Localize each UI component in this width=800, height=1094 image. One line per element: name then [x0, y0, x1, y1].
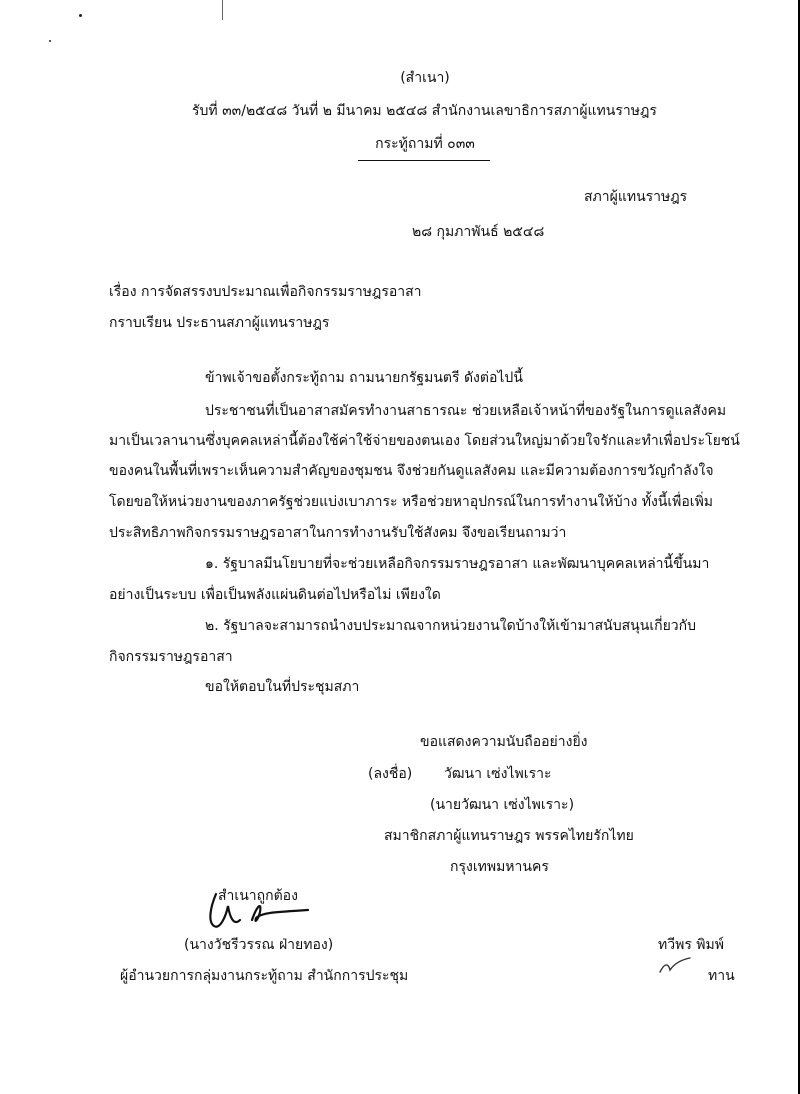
body-line: โดยขอให้หน่วยงานของภาครัฐช่วยแบ่งเบาภาระ หรือช่วยหาอุปกรณ์ในการทำงานให้บ้าง ทั้งนี้เพื่อเพิ่ม — [109, 494, 714, 510]
question-2-line: ๒. รัฐบาลจะสามารถนำงบประมาณจากหน่วยงานใดบ้างให้เข้ามาสนับสนุนเกี่ยวกับ — [205, 618, 697, 634]
header-divider — [358, 160, 490, 161]
signer-province: กรุงเทพมหานคร — [450, 859, 549, 875]
scan-speck — [79, 14, 82, 17]
salutation: กราบเรียน ประธานสภาผู้แทนราษฎร — [109, 315, 330, 331]
scan-mark — [222, 0, 223, 20]
certifier-name: (นางวัชรีวรรณ ฝ่ายทอง) — [184, 937, 334, 953]
question-number: กระทู้ถามที่ ๐๓๓ — [375, 136, 475, 152]
letter-date: ๒๘ กุมภาพันธ์ ๒๕๔๘ — [412, 224, 545, 240]
checker-note: ทาน — [708, 968, 735, 984]
request-line: ขอให้ตอบในที่ประชุมสภา — [205, 679, 360, 695]
typist-note: ทวีพร พิมพ์ — [658, 937, 724, 953]
handwritten-signature — [200, 890, 320, 938]
copy-label: (สำเนา) — [400, 70, 450, 86]
scan-speck — [49, 40, 51, 42]
intro-line: ข้าพเจ้าขอตั้งกระทู้ถาม ถามนายกรัฐมนตรี ดังต่อไปนี้ — [205, 370, 523, 386]
signer-position: สมาชิกสภาผู้แทนราษฎร พรรคไทยรักไทย — [384, 828, 634, 844]
body-line: ประสิทธิภาพกิจกรรมราษฎรอาสาในการทำงานรับใช้สังคม จึงขอเรียนถามว่า — [109, 525, 567, 541]
subject-line: เรื่อง การจัดสรรงบประมาณเพื่อกิจกรรมราษฎรอาสา — [109, 284, 422, 300]
initials-mark — [656, 954, 696, 978]
question-2-line: กิจกรรมราษฎรอาสา — [109, 649, 233, 665]
signer-name: วัฒนา เซ่งไพเราะ — [444, 766, 552, 782]
certifier-position: ผู้อำนวยการกลุ่มงานกระทู้ถาม สำนักการประชุม — [120, 968, 409, 984]
sender-organization: สภาผู้แทนราษฎร — [584, 189, 688, 205]
body-line: ของคนในพื้นที่เพราะเห็นความสำคัญของชุมชน จึงช่วยกันดูแลสังคม และมีความต้องการขวัญกำลังใจ — [109, 463, 714, 479]
body-line: มาเป็นเวลานานซึ่งบุคคลเหล่านี้ต้องใช้ค่าใช้จ่ายของตนเอง โดยส่วนใหญ่มาด้วยใจรักและทำเพื่อประโยชน์ — [109, 433, 740, 449]
sign-label: (ลงชื่อ) — [368, 766, 413, 782]
question-1-line: อย่างเป็นระบบ เพื่อเป็นพลังแผ่นดินต่อไปหรือไม่ เพียงใด — [109, 587, 441, 603]
received-line: รับที่ ๓๓/๒๕๔๘ วันที่ ๒ มีนาคม ๒๕๔๘ สำนักงานเลขาธิการสภาผู้แทนราษฎร — [192, 103, 657, 119]
regards-line: ขอแสดงความนับถืออย่างยิ่ง — [420, 734, 588, 750]
question-1-line: ๑. รัฐบาลมีนโยบายที่จะช่วยเหลือกิจกรรมราษฎรอาสา และพัฒนาบุคคลเหล่านี้ขึ้นมา — [205, 556, 710, 572]
signer-full-name: (นายวัฒนา เซ่งไพเราะ) — [430, 797, 575, 813]
body-line: ประชาชนที่เป็นอาสาสมัครทำงานสาธารณะ ช่วยเหลือเจ้าหน้าที่ของรัฐในการดูแลสังคม — [205, 403, 727, 419]
certified-copy-label: สำเนาถูกต้อง — [218, 888, 298, 904]
